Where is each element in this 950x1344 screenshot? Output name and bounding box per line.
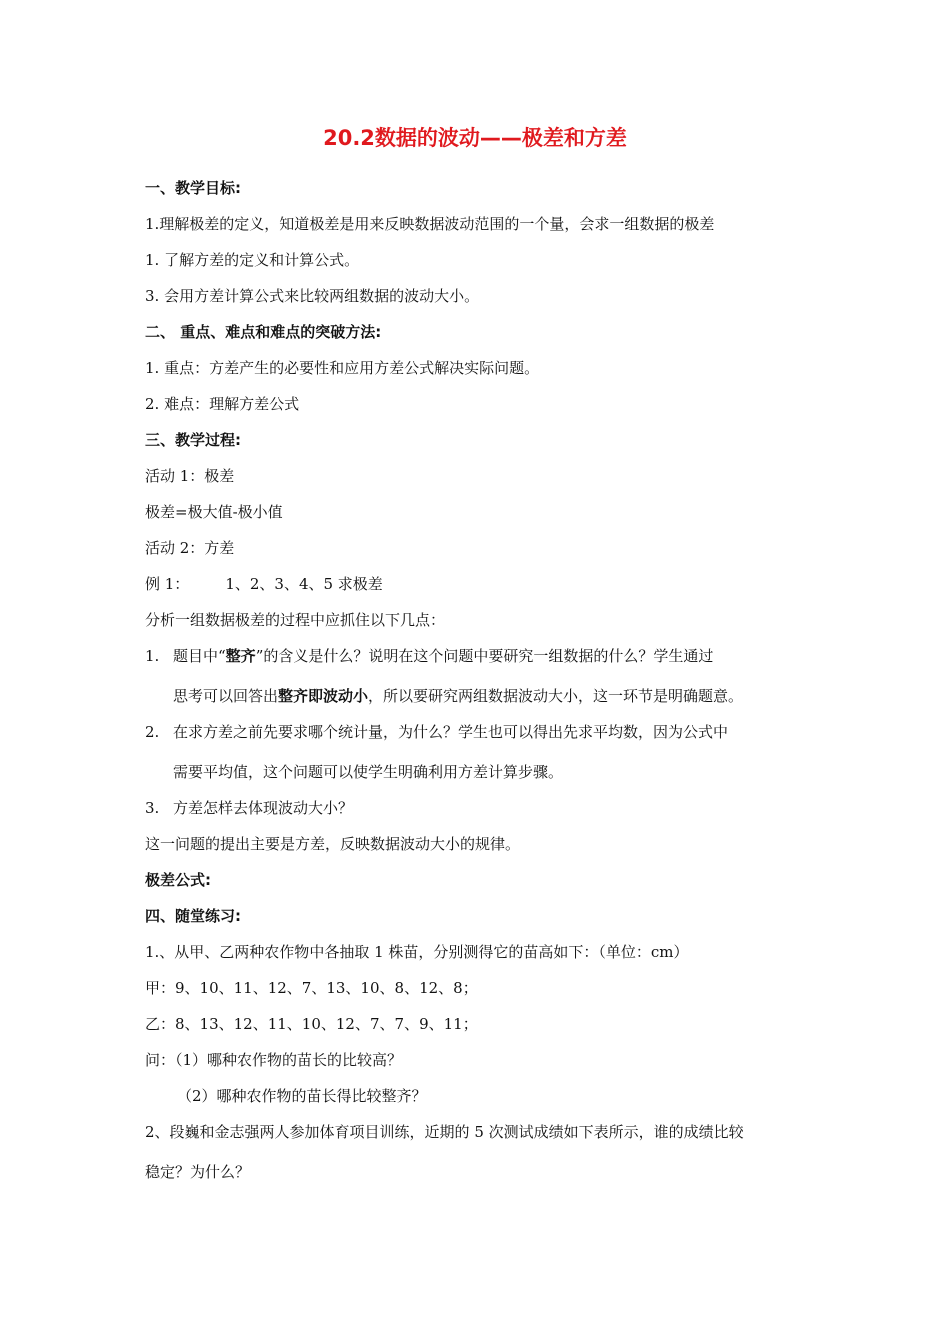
question-2 bbox=[145, 722, 728, 742]
activity-1: 活动 1：极差 bbox=[145, 467, 235, 485]
emphasis-text: 整齐即波动小 bbox=[278, 687, 369, 705]
key-point-item: 1. 重点：方差产生的必要性和应用方差公式解决实际问题。 bbox=[145, 359, 540, 377]
section-heading-key-points: 二、 重点、难点和难点的突破方法: bbox=[145, 323, 382, 341]
range-definition: 极差=极大值-极小值 bbox=[145, 503, 283, 521]
objective-item: 3. 会用方差计算公式来比较两组数据的波动大小。 bbox=[145, 287, 480, 305]
question-ask-1: 问：（1）哪种农作物的苗长的比较高？ bbox=[145, 1051, 403, 1069]
question-number: 1. bbox=[145, 647, 160, 665]
question-1 bbox=[145, 646, 713, 666]
analysis-intro: 分析一组数据极差的过程中应抓住以下几点： bbox=[145, 611, 446, 629]
section-heading-objectives: 一、教学目标: bbox=[145, 179, 241, 197]
question-text: ”的含义是什么？说明在这个问题中要研究一组数据的什么？学生通过 bbox=[255, 647, 714, 665]
data-row-yi: 乙：8、13、12、11、10、12、7、7、9、11； bbox=[145, 1015, 478, 1033]
question-1-continuation bbox=[173, 686, 743, 706]
question-number: 3. bbox=[145, 799, 160, 817]
objective-item: 1.理解极差的定义，知道极差是用来反映数据波动范围的一个量，会求一组数据的极差 bbox=[145, 215, 715, 233]
formula-heading: 极差公式: bbox=[145, 871, 211, 889]
question-text: ，所以要研究两组数据波动大小，这一环节是明确题意。 bbox=[368, 687, 744, 705]
exercise-2: 2、段巍和金志强两人参加体育项目训练，近期的 5 次测试成绩如下表所示，谁的成绩比较 bbox=[145, 1123, 744, 1141]
exercise-2-continuation: 稳定？为什么？ bbox=[145, 1163, 251, 1181]
exercise-1: 1.、从甲、乙两种农作物中各抽取 1 株苗，分别测得它的苗高如下：（单位：cm） bbox=[145, 943, 689, 961]
example-text: 1、2、3、4、5 求极差 bbox=[225, 575, 383, 593]
example-label: 例 1： bbox=[145, 575, 190, 593]
question-2-continuation: 需要平均值，这个问题可以使学生明确利用方差计算步骤。 bbox=[173, 763, 564, 781]
section-heading-process: 三、教学过程: bbox=[145, 431, 241, 449]
question-text: 方差怎样去体现波动大小？ bbox=[173, 799, 354, 817]
question-number: 2. bbox=[145, 723, 160, 741]
question-text: 题目中“ bbox=[173, 647, 226, 665]
data-row-jia: 甲：9、10、11、12、7、13、10、8、12、8； bbox=[145, 979, 478, 997]
question-3 bbox=[145, 798, 353, 818]
question-text: 在求方差之前先要求哪个统计量，为什么？学生也可以得出先求平均数，因为公式中 bbox=[173, 723, 729, 741]
objective-item: 1. 了解方差的定义和计算公式。 bbox=[145, 251, 360, 269]
page-title: 20.2数据的波动——极差和方差 bbox=[323, 126, 627, 150]
section-heading-exercises: 四、随堂练习: bbox=[145, 907, 241, 925]
conclusion: 这一问题的提出主要是方差，反映数据波动大小的规律。 bbox=[145, 835, 521, 853]
key-point-item: 2. 难点：理解方差公式 bbox=[145, 395, 300, 413]
question-text: 思考可以回答出 bbox=[173, 687, 279, 705]
question-ask-2: （2）哪种农作物的苗长得比较整齐？ bbox=[177, 1087, 427, 1105]
activity-2: 活动 2：方差 bbox=[145, 539, 235, 557]
emphasis-text: 整齐 bbox=[225, 647, 256, 665]
example-1 bbox=[145, 574, 383, 594]
